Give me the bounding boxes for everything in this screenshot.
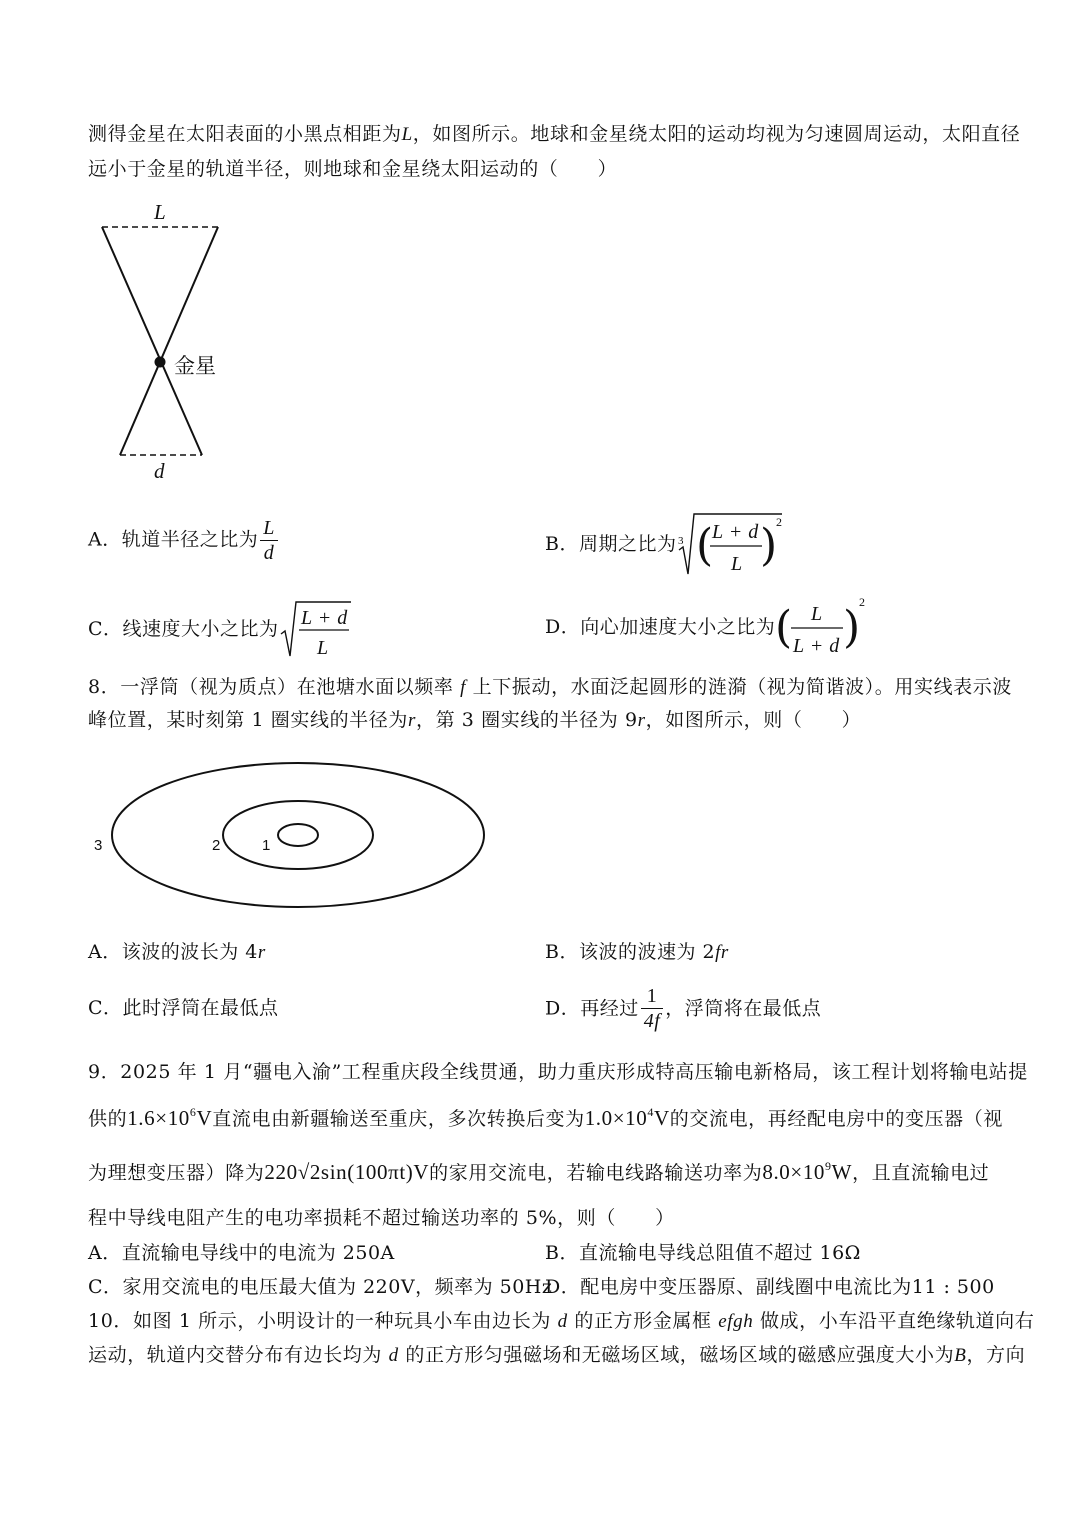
svg-text:L: L bbox=[316, 637, 329, 659]
svg-text:L: L bbox=[731, 553, 744, 575]
q7-label-venus: 金星 bbox=[174, 354, 216, 378]
q7-ray-left bbox=[102, 227, 202, 455]
q9-line2: 供的$1.6\times 10^6V$直流电由新疆输送至重庆，多次转换后变为$1.0\times 10^4V$的交流电，再经配电房中的变压器（视 bbox=[88, 1105, 1003, 1130]
svg-text:): ) bbox=[760, 520, 779, 571]
q9-line4: 程中导线电阻产生的电功率损耗不超过输送功率的 5%，则（ ） bbox=[88, 1207, 675, 1229]
q9-option-b[interactable]: B．直流输电导线总阻值不超过 16Ω bbox=[545, 1242, 861, 1264]
svg-text:2: 2 bbox=[776, 515, 783, 529]
q7-venus-transit-figure bbox=[90, 195, 290, 495]
q7-ray-right bbox=[120, 227, 218, 455]
q8-label-ring2: 2 bbox=[212, 837, 221, 854]
q8-ripple-figure bbox=[88, 758, 508, 928]
q10-line1: 10．如图 1 所示，小明设计的一种玩具小车由边长为 d 的正方形金属框 efgh 做成，小车沿平直绝缘轨道向右 bbox=[88, 1310, 1035, 1332]
svg-text:3: 3 bbox=[678, 535, 685, 547]
q8-option-a[interactable]: A．该波的波长为 4r bbox=[88, 941, 266, 963]
q8-ring-1 bbox=[278, 824, 318, 846]
q9-option-c[interactable]: C．家用交流电的电压最大值为 220V，频率为 50Hz bbox=[88, 1276, 553, 1298]
svg-text:(: ( bbox=[696, 520, 715, 571]
q7-option-b[interactable]: B．周期之比为 3 ( L + d L ) 2 bbox=[545, 510, 786, 578]
q8-option-b[interactable]: B．该波的波速为 2fr bbox=[545, 941, 729, 963]
svg-text:): ) bbox=[843, 602, 861, 653]
svg-text:L: L bbox=[811, 603, 823, 625]
q7-option-a-fraction: $\frac{L}{d}$ bbox=[260, 516, 278, 565]
svg-text:2: 2 bbox=[859, 595, 866, 609]
q9-option-d[interactable]: D．配电房中变压器原、副线圈中电流比为11 : 500 bbox=[545, 1276, 995, 1298]
q7-label-top: L bbox=[154, 200, 166, 224]
q7-option-a[interactable]: A．轨道半径之比为 $\frac{L}{d}$ bbox=[88, 516, 280, 565]
q7-stem-line2: 远小于金星的轨道半径，则地球和金星绕太阳运动的（ ） bbox=[88, 158, 618, 180]
q9-option-a[interactable]: A．直流输电导线中的电流为 250A bbox=[88, 1242, 395, 1264]
q7-option-d-fraction bbox=[775, 594, 867, 660]
q10-line2: 运动，轨道内交替分布有边长均为 d 的正方形匀强磁场和无磁场区域，磁场区域的磁感应强度大小为B，方向 bbox=[88, 1344, 1026, 1366]
q7-option-b-cuberoot bbox=[676, 510, 786, 578]
svg-text:L + d: L + d bbox=[712, 521, 760, 543]
q7-stem-line1: 测得金星在太阳表面的小黑点相距为L，如图所示。地球和金星绕太阳的运动均视为匀速圆周运动，太阳直径 bbox=[88, 123, 1021, 145]
q8-stem-line2: 峰位置，某时刻第 1 圈实线的半径为r，第 3 圈实线的半径为 9r，如图所示，则（ ） bbox=[88, 709, 862, 731]
q8-ring-3 bbox=[112, 763, 484, 907]
q8-option-c[interactable]: C．此时浮筒在最低点 bbox=[88, 997, 279, 1019]
q7-option-c[interactable]: C．线速度大小之比为 L + d L bbox=[88, 598, 353, 660]
q9-line3: 为理想变压器）降为220√2sin(100πt)V的家用交流电，若输电线路输送功率为$8.0\times 10^9W$，且直流输电过 bbox=[88, 1159, 990, 1184]
svg-text:L + d: L + d bbox=[793, 635, 840, 657]
q8-label-ring3: 3 bbox=[94, 837, 103, 854]
q9-line1: 9．2025 年 1 月“疆电入渝”工程重庆段全线贯通，助力重庆形成特高压输电新格局，该工程计划将输电站提 bbox=[88, 1061, 1028, 1083]
svg-text:(: ( bbox=[775, 602, 793, 653]
q7-venus-dot bbox=[155, 357, 166, 368]
q8-ring-2 bbox=[223, 801, 373, 869]
q8-stem-line1: 8．一浮筒（视为质点）在池塘水面以频率 f 上下振动，水面泛起圆形的涟漪（视为简谐波）。用实线表示波 bbox=[88, 676, 1012, 698]
q8-label-ring1: 1 bbox=[262, 837, 271, 854]
q7-option-c-sqrt bbox=[279, 598, 353, 660]
svg-text:L + d: L + d bbox=[300, 607, 348, 629]
q7-label-bottom: d bbox=[154, 459, 165, 483]
q8-option-d-fraction: $\frac{1}{4f}$ bbox=[641, 984, 664, 1033]
q7-option-d[interactable]: D．向心加速度大小之比为 ( L L + d ) 2 bbox=[545, 594, 867, 660]
q8-option-d[interactable]: D．再经过 $\frac{1}{4f}$ ，浮筒将在最低点 bbox=[545, 985, 822, 1032]
